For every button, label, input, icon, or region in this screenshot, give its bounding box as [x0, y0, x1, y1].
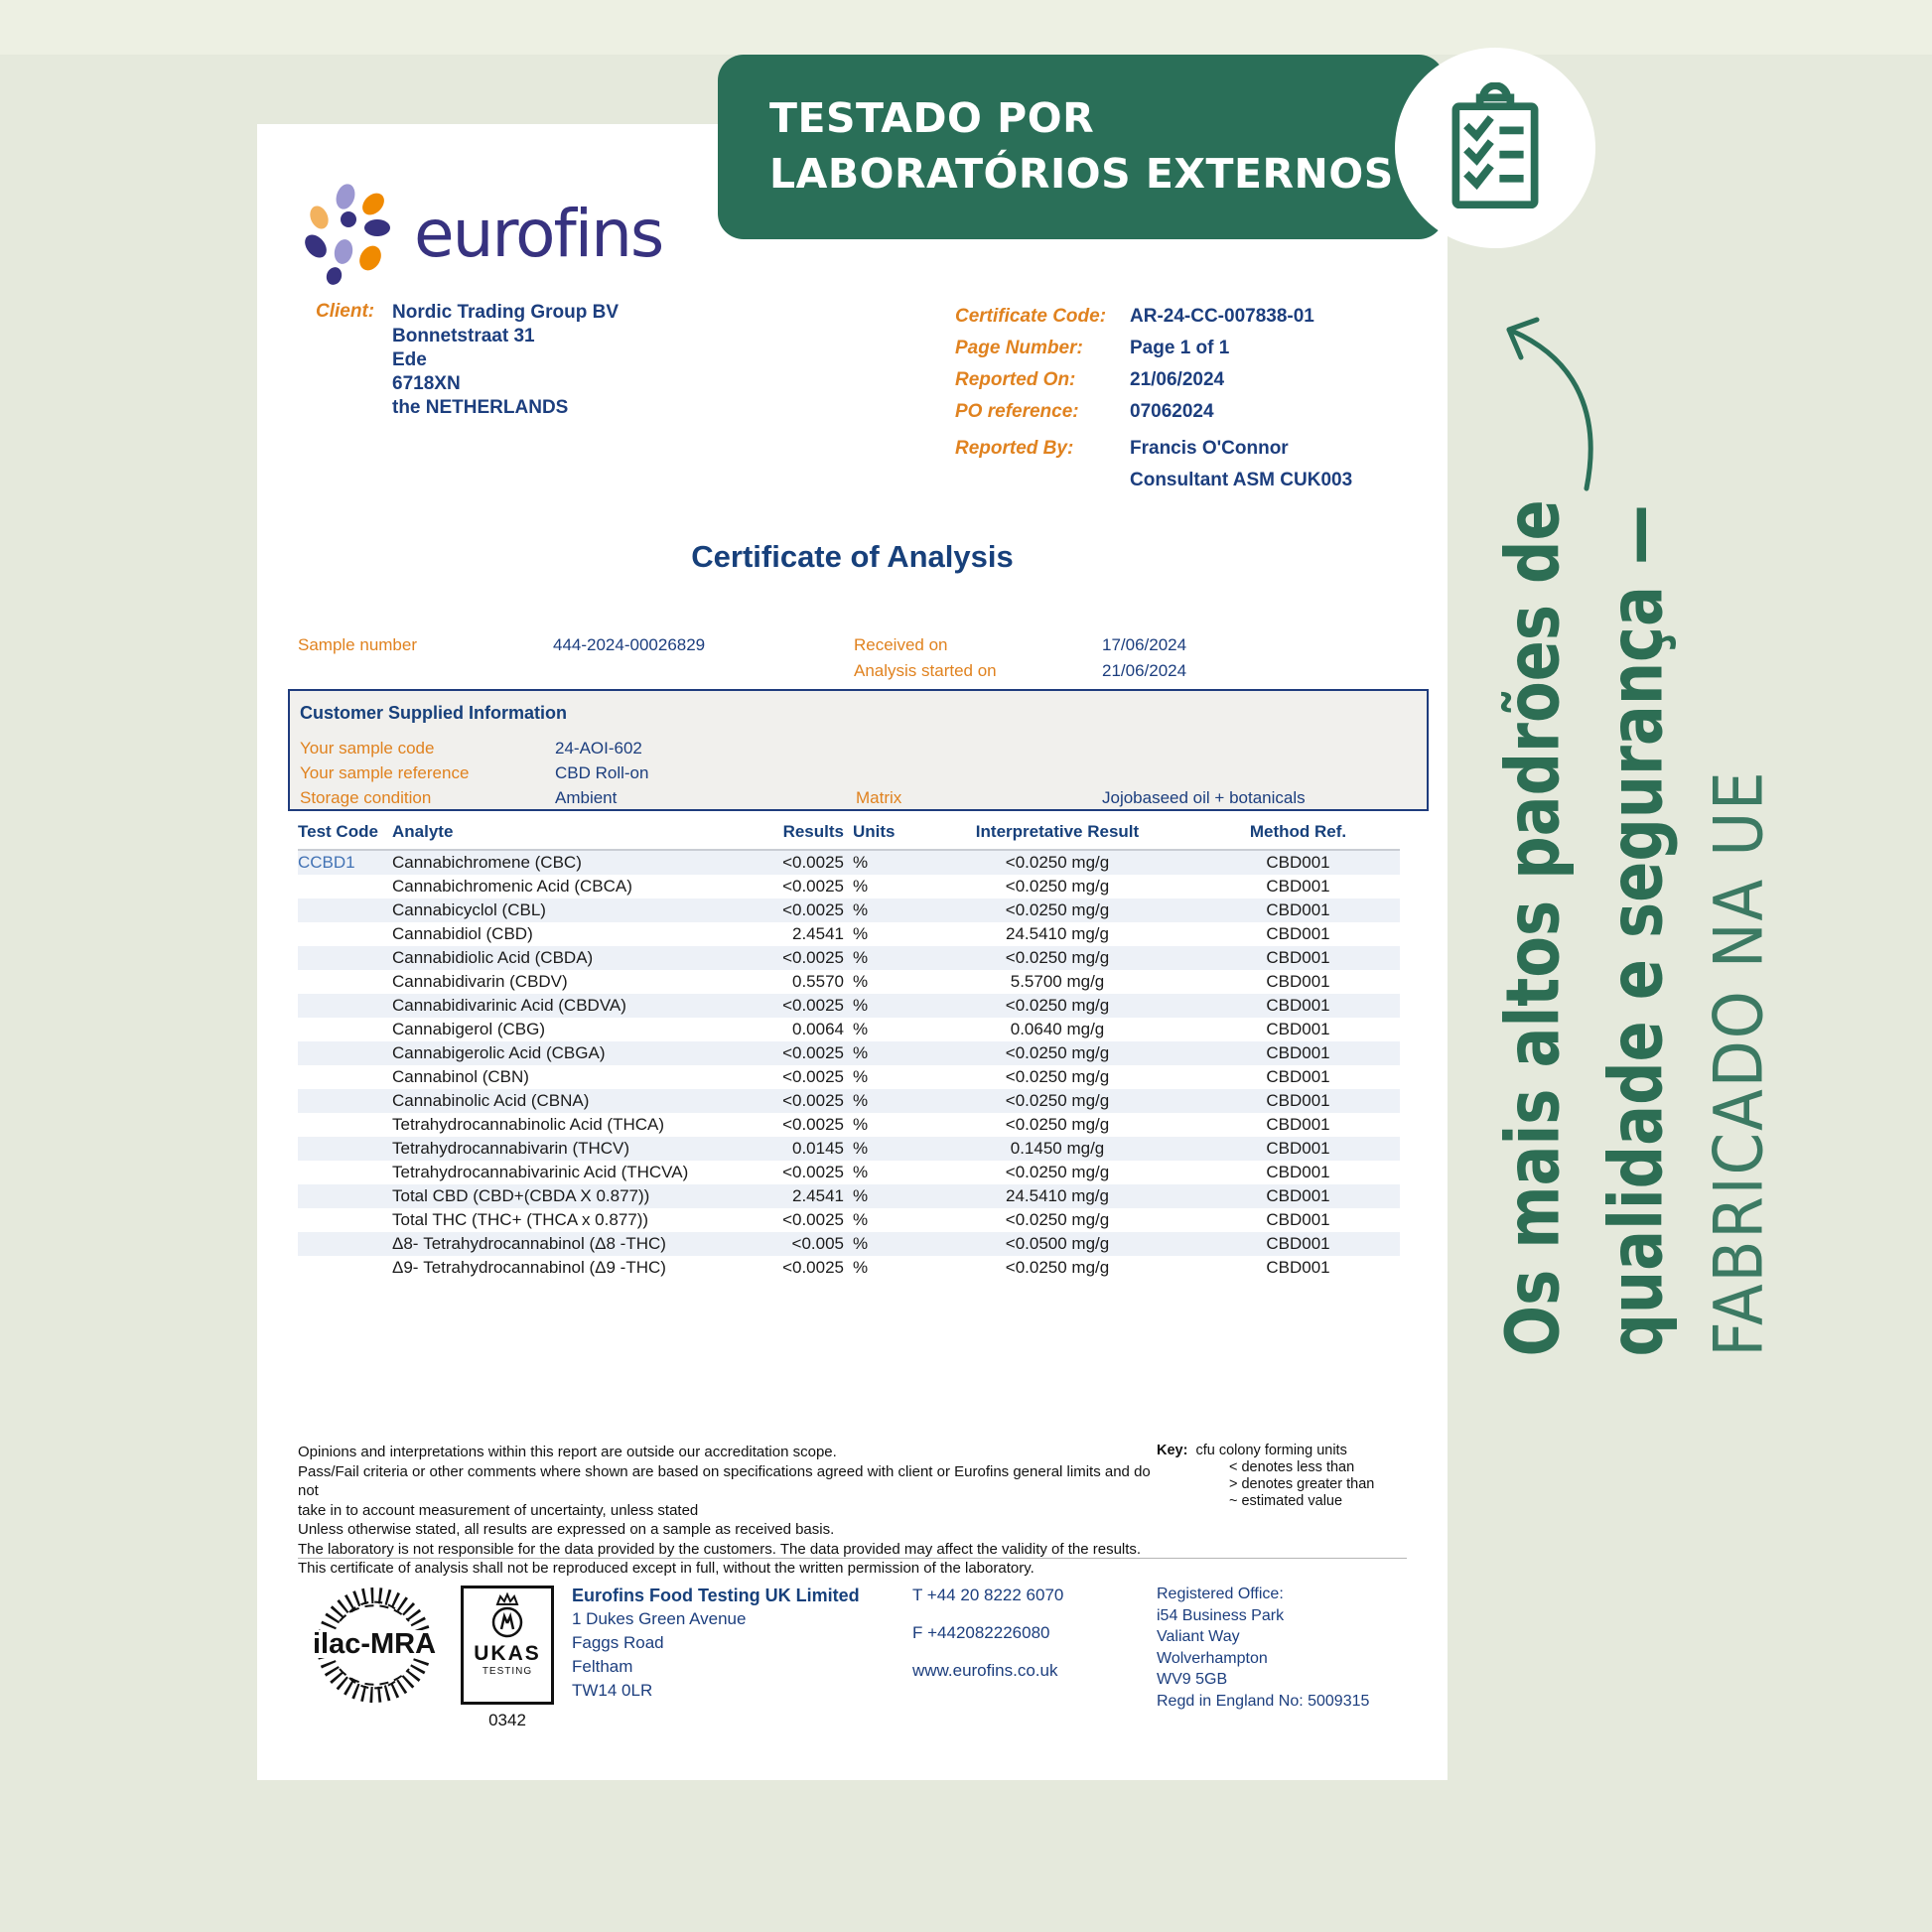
cell-method-ref: CBD001 — [1266, 1067, 1330, 1086]
cell-analyte: Cannabidiol (CBD) — [392, 924, 533, 943]
cell-test-code — [298, 898, 392, 922]
text-line: ~ estimated value — [1229, 1493, 1343, 1509]
cell-interpretative-result: <0.0250 mg/g — [1005, 1163, 1110, 1181]
client-block — [316, 301, 619, 420]
matrix-label: Matrix — [856, 788, 902, 807]
quality-claim-vertical-text — [1482, 431, 1792, 1357]
cell-test-code — [298, 1184, 392, 1208]
key-first-line: cfu colony forming units — [1195, 1443, 1347, 1458]
cell-test-code — [298, 922, 392, 946]
text-line: WV9 5GB — [1157, 1671, 1228, 1688]
table-row — [298, 898, 1400, 922]
cell-unit: % — [853, 1163, 869, 1181]
sample-number-value: 444-2024-00026829 — [553, 635, 706, 654]
storage-condition-value: Ambient — [555, 788, 618, 807]
lab-test-badge — [1395, 48, 1595, 248]
text-line: Nordic Trading Group BV — [392, 302, 620, 323]
text-line: Pass/Fail criteria or other comments where shown are based on specifications agreed with client or Eurofins general limits and do not — [298, 1462, 1151, 1499]
fax-number: F +442082226080 — [912, 1623, 1050, 1642]
ilac-mra-logo — [298, 1586, 452, 1710]
cell-method-ref: CBD001 — [1266, 1210, 1330, 1229]
cell-unit: % — [853, 948, 869, 967]
text-line: Ede — [392, 349, 427, 370]
cell-test-code — [298, 1065, 392, 1089]
cell-test-code — [298, 970, 392, 994]
cell-method-ref: CBD001 — [1266, 877, 1330, 896]
text-line: TW14 0LR — [572, 1681, 653, 1700]
meta-label: Certificate Code: — [955, 306, 1107, 327]
text-line: 6718XN — [392, 373, 461, 394]
cell-test-code — [298, 994, 392, 1018]
text-line: Bonnetstraat 31 — [392, 326, 535, 346]
cell-result: 0.5570 — [792, 972, 844, 991]
cell-analyte: Cannabicyclol (CBL) — [392, 900, 546, 919]
cell-unit: % — [853, 924, 869, 943]
cell-method-ref: CBD001 — [1266, 996, 1330, 1015]
analysis-started-label: Analysis started on — [854, 661, 997, 680]
cell-test-code — [298, 1256, 392, 1280]
lab-contact-block — [912, 1584, 1063, 1683]
text-line: Feltham — [572, 1657, 633, 1676]
page-title: Certificate of Analysis — [691, 539, 1014, 574]
meta-label — [955, 465, 1130, 496]
table-row — [298, 946, 1400, 970]
cell-analyte: Tetrahydrocannabinolic Acid (THCA) — [392, 1115, 665, 1134]
meta-row — [955, 433, 1352, 465]
cell-unit: % — [853, 1139, 869, 1158]
cell-test-code — [298, 1232, 392, 1256]
cell-unit: % — [853, 1020, 869, 1038]
client-label: Client: — [316, 301, 375, 322]
cell-interpretative-result: <0.0250 mg/g — [1005, 877, 1110, 896]
meta-row — [955, 333, 1352, 364]
eurofins-logo — [307, 184, 662, 287]
text-line: Opinions and interpretations within this report are outside our accreditation scope. — [298, 1444, 837, 1460]
cell-result: <0.0025 — [782, 1091, 844, 1110]
cell-test-code — [298, 1161, 392, 1184]
ukas-number: 0342 — [488, 1711, 526, 1729]
table-row — [298, 922, 1400, 946]
cell-test-code — [298, 1137, 392, 1161]
cell-interpretative-result: <0.0250 mg/g — [1005, 996, 1110, 1015]
ukas-text: UKAS — [474, 1642, 541, 1665]
banner-line-2: LABORATÓRIOS EXTERNOS — [769, 150, 1394, 198]
cell-test-code — [298, 875, 392, 898]
meta-row — [955, 364, 1352, 396]
cell-interpretative-result: 5.5700 mg/g — [1010, 972, 1105, 991]
cell-result: <0.0025 — [782, 1163, 844, 1181]
sample-code-value: 24-AOI-602 — [555, 739, 642, 758]
cell-unit: % — [853, 877, 869, 896]
meta-value: Consultant ASM CUK003 — [1130, 470, 1353, 490]
cell-interpretative-result: <0.0250 mg/g — [1005, 900, 1110, 919]
cell-analyte: Cannabinol (CBN) — [392, 1067, 529, 1086]
cell-interpretative-result: 24.5410 mg/g — [1006, 1186, 1109, 1205]
clipboard-checklist-icon — [1441, 82, 1550, 213]
cell-method-ref: CBD001 — [1266, 924, 1330, 943]
cell-unit: % — [853, 1067, 869, 1086]
cell-method-ref: CBD001 — [1266, 1043, 1330, 1062]
sample-reference-label: Your sample reference — [300, 763, 470, 782]
cell-interpretative-result: 0.0640 mg/g — [1010, 1020, 1105, 1038]
text-line: Registered Office: — [1157, 1586, 1284, 1602]
cell-unit: % — [853, 1186, 869, 1205]
text-line: Regd in England No: 5009315 — [1157, 1692, 1370, 1710]
cell-interpretative-result: <0.0250 mg/g — [1005, 1210, 1110, 1229]
cell-method-ref: CBD001 — [1266, 948, 1330, 967]
cell-analyte: Δ9- Tetrahydrocannabinol (Δ9 -THC) — [392, 1258, 666, 1277]
table-row — [298, 994, 1400, 1018]
meta-row — [955, 301, 1352, 333]
cell-analyte: Cannabidivarinic Acid (CBDVA) — [392, 996, 626, 1015]
cell-result: <0.0025 — [782, 996, 844, 1015]
cell-test-code — [298, 1208, 392, 1232]
phone-number: T +44 20 8222 6070 — [912, 1586, 1064, 1604]
meta-value: 21/06/2024 — [1130, 369, 1225, 390]
cell-method-ref: CBD001 — [1266, 1020, 1330, 1038]
tested-by-external-labs-banner — [718, 55, 1445, 239]
text-line: take in to account measurement of uncertainty, unless stated — [298, 1501, 699, 1519]
cell-analyte: Total CBD (CBD+(CBDA X 0.877)) — [392, 1186, 650, 1205]
registered-office-block — [1157, 1584, 1369, 1712]
meta-row — [955, 465, 1352, 496]
lab-address-lines — [572, 1607, 860, 1703]
cell-method-ref: CBD001 — [1266, 1139, 1330, 1158]
customer-info-title: Customer Supplied Information — [300, 703, 568, 723]
text-line: Wolverhampton — [1157, 1649, 1268, 1667]
table-row — [298, 875, 1400, 898]
cell-unit: % — [853, 996, 869, 1015]
cell-test-code — [298, 946, 392, 970]
eurofins-logo-text: eurofins — [414, 195, 663, 272]
table-row — [298, 1089, 1400, 1113]
lab-address-block — [572, 1584, 860, 1703]
meta-label: Page Number: — [955, 338, 1083, 358]
cell-analyte: Tetrahydrocannabivarin (THCV) — [392, 1139, 630, 1158]
cell-interpretative-result: 0.1450 mg/g — [1010, 1139, 1105, 1158]
cell-analyte: Tetrahydrocannabivarinic Acid (THCVA) — [392, 1163, 689, 1181]
table-row — [298, 1113, 1400, 1137]
cell-result: <0.0025 — [782, 1115, 844, 1134]
key-block — [1157, 1443, 1405, 1510]
cell-interpretative-result: <0.0250 mg/g — [1005, 948, 1110, 967]
cell-unit: % — [853, 1043, 869, 1062]
cell-result: 2.4541 — [792, 1186, 844, 1205]
storage-condition-label: Storage condition — [300, 788, 432, 807]
claim-line-1: Os mais altos padrões de — [1490, 499, 1577, 1357]
cell-interpretative-result: <0.0250 mg/g — [1005, 853, 1110, 872]
table-row — [298, 1256, 1400, 1280]
analysis-started-value: 21/06/2024 — [1102, 661, 1187, 680]
header-method-ref: Method Ref. — [1249, 822, 1347, 841]
page-top-strip — [0, 0, 1932, 55]
cell-test-code: CCBD1 — [298, 853, 355, 872]
ukas-crown-circle-icon — [487, 1592, 527, 1640]
cell-unit: % — [853, 1091, 869, 1110]
cell-unit: % — [853, 1234, 869, 1253]
cell-unit: % — [853, 972, 869, 991]
cell-result: <0.0025 — [782, 877, 844, 896]
cell-method-ref: CBD001 — [1266, 1258, 1330, 1277]
table-row — [298, 851, 1400, 875]
cell-test-code — [298, 1041, 392, 1065]
client-address — [392, 301, 619, 420]
text-line: i54 Business Park — [1157, 1606, 1285, 1624]
cell-result: <0.0025 — [782, 1067, 844, 1086]
cell-result: <0.005 — [791, 1234, 844, 1253]
meta-value: AR-24-CC-007838-01 — [1130, 306, 1314, 327]
meta-label: Reported By: — [955, 438, 1074, 459]
text-line: < denotes less than — [1229, 1459, 1355, 1475]
meta-value: Francis O'Connor — [1130, 438, 1289, 459]
matrix-value: Jojobaseed oil + botanicals — [1102, 788, 1306, 807]
cell-interpretative-result: <0.0500 mg/g — [1005, 1234, 1110, 1253]
table-row — [298, 1161, 1400, 1184]
cell-test-code — [298, 1089, 392, 1113]
meta-label: PO reference: — [955, 401, 1079, 422]
cell-interpretative-result: <0.0250 mg/g — [1005, 1115, 1110, 1134]
cell-test-code — [298, 1018, 392, 1041]
banner-line-1: TESTADO POR — [769, 94, 1095, 142]
header-units: Units — [853, 822, 896, 841]
cell-interpretative-result: <0.0250 mg/g — [1005, 1043, 1110, 1062]
meta-label: Reported On: — [955, 369, 1076, 390]
cell-analyte: Cannabinolic Acid (CBNA) — [392, 1091, 590, 1110]
text-line: > denotes greater than — [1229, 1476, 1375, 1492]
cell-unit: % — [853, 900, 869, 919]
results-table-header — [298, 819, 1400, 851]
cell-analyte: Cannabigerolic Acid (CBGA) — [392, 1043, 606, 1062]
text-line: This certificate of analysis shall not be reproduced except in full, without the written permission of the laboratory. — [298, 1560, 1035, 1577]
key-lines — [1157, 1459, 1405, 1510]
results-table-body — [298, 851, 1400, 1280]
claim-line-2: qualidade e segurança — — [1593, 504, 1680, 1357]
cell-method-ref: CBD001 — [1266, 853, 1330, 872]
cell-unit: % — [853, 1210, 869, 1229]
table-row — [298, 1184, 1400, 1208]
cell-analyte: Cannabidiolic Acid (CBDA) — [392, 948, 594, 967]
text-line: The laboratory is not responsible for the data provided by the customers. The data provided may affect the validity of the results. — [298, 1540, 1142, 1558]
cell-unit: % — [853, 1258, 869, 1277]
cell-analyte: Cannabichromenic Acid (CBCA) — [392, 877, 632, 896]
cell-result: <0.0025 — [782, 900, 844, 919]
text-line: 1 Dukes Green Avenue — [572, 1609, 747, 1628]
cell-result: <0.0025 — [782, 853, 844, 872]
cell-result: 0.0064 — [792, 1020, 844, 1038]
text-line: Unless otherwise stated, all results are expressed on a sample as received basis. — [298, 1521, 835, 1538]
certificate-document — [257, 124, 1448, 1780]
cell-method-ref: CBD001 — [1266, 900, 1330, 919]
certificate-meta-block — [955, 301, 1352, 496]
footer-divider — [298, 1558, 1407, 1559]
text-line: Faggs Road — [572, 1633, 664, 1652]
meta-value: 07062024 — [1130, 401, 1214, 422]
table-row — [298, 1065, 1400, 1089]
cell-method-ref: CBD001 — [1266, 1115, 1330, 1134]
cell-unit: % — [853, 853, 869, 872]
header-analyte: Analyte — [392, 822, 454, 841]
meta-row — [955, 396, 1352, 428]
cell-method-ref: CBD001 — [1266, 1163, 1330, 1181]
cell-method-ref: CBD001 — [1266, 1186, 1330, 1205]
sample-block — [298, 632, 1410, 684]
website-url: www.eurofins.co.uk — [912, 1661, 1058, 1680]
table-row — [298, 1232, 1400, 1256]
cell-result: 0.0145 — [792, 1139, 844, 1158]
cell-method-ref: CBD001 — [1266, 972, 1330, 991]
cell-method-ref: CBD001 — [1266, 1091, 1330, 1110]
cell-interpretative-result: <0.0250 mg/g — [1005, 1091, 1110, 1110]
table-row — [298, 1041, 1400, 1065]
cell-analyte: Cannabidivarin (CBDV) — [392, 972, 568, 991]
received-on-value: 17/06/2024 — [1102, 635, 1187, 654]
claim-line-3: FABRICADO NA UE — [1700, 769, 1779, 1357]
received-on-label: Received on — [854, 635, 948, 654]
cell-result: 2.4541 — [792, 924, 844, 943]
cell-result: <0.0025 — [782, 948, 844, 967]
cell-interpretative-result: <0.0250 mg/g — [1005, 1258, 1110, 1277]
ukas-testing-text: TESTING — [482, 1666, 533, 1677]
cell-analyte: Total THC (THC+ (THCA x 0.877)) — [392, 1210, 649, 1229]
cell-analyte: Cannabigerol (CBG) — [392, 1020, 546, 1038]
table-row — [298, 1208, 1400, 1232]
cell-result: <0.0025 — [782, 1043, 844, 1062]
header-results: Results — [782, 822, 844, 841]
key-label: Key: — [1157, 1443, 1188, 1458]
cell-result: <0.0025 — [782, 1210, 844, 1229]
sample-number-label: Sample number — [298, 635, 418, 654]
cell-analyte: Cannabichromene (CBC) — [392, 853, 582, 872]
results-table — [298, 819, 1400, 1280]
ukas-logo — [461, 1586, 554, 1705]
table-row — [298, 1018, 1400, 1041]
cell-result: <0.0025 — [782, 1258, 844, 1277]
cell-interpretative-result: <0.0250 mg/g — [1005, 1067, 1110, 1086]
text-line: the NETHERLANDS — [392, 397, 569, 418]
table-row — [298, 1137, 1400, 1161]
curved-arrow-icon — [1469, 298, 1628, 506]
ilac-mra-text: ilac-MRA — [312, 1628, 437, 1660]
cell-test-code — [298, 1113, 392, 1137]
header-test-code: Test Code — [298, 822, 378, 841]
sample-reference-value: CBD Roll-on — [555, 763, 649, 782]
lab-company-name: Eurofins Food Testing UK Limited — [572, 1586, 860, 1605]
eurofins-logo-dots-icon — [307, 184, 406, 287]
customer-supplied-info-box — [288, 689, 1429, 811]
cell-unit: % — [853, 1115, 869, 1134]
table-row — [298, 970, 1400, 994]
meta-value: Page 1 of 1 — [1130, 338, 1230, 358]
cell-method-ref: CBD001 — [1266, 1234, 1330, 1253]
header-interpretative-result: Interpretative Result — [975, 822, 1140, 841]
cell-interpretative-result: 24.5410 mg/g — [1006, 924, 1109, 943]
cell-analyte: Δ8- Tetrahydrocannabinol (Δ8 -THC) — [392, 1234, 666, 1253]
sample-code-label: Your sample code — [300, 739, 435, 758]
text-line: Valiant Way — [1157, 1628, 1240, 1645]
